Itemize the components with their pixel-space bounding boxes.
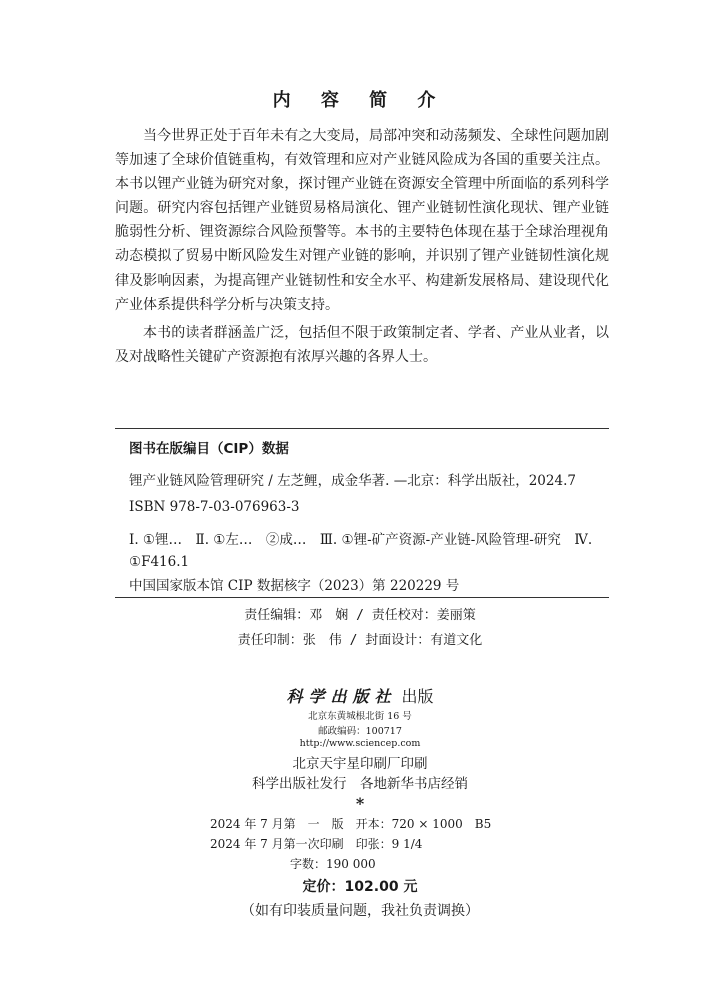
word-count-line: 字数：190 000 <box>290 857 376 871</box>
publisher-logo-text: 科学出版社 <box>286 687 397 706</box>
price: 定价：102.00 元 <box>302 879 418 895</box>
cip-data-block <box>115 428 609 598</box>
publisher-line <box>0 684 720 707</box>
printer-line: 北京天宇星印刷厂印刷 <box>292 756 428 772</box>
production-credits: 责任印制：张 伟 / 封面设计：有道文化 <box>237 633 483 648</box>
publisher-postcode: 邮政编码：100717 <box>318 726 402 737</box>
distribution-line: 科学出版社发行 各地新华书店经销 <box>252 776 468 792</box>
cip-heading: 图书在版编目（CIP）数据 <box>129 441 289 457</box>
intro-paragraph-2: 本书的读者群涵盖广泛，包括但不限于政策制定者、学者、产业从业者，以及对战略性关键矿产资源抱有浓厚兴趣的各界人士。 <box>115 324 609 365</box>
publisher-address: 北京东黄城根北街 16 号 <box>308 711 412 722</box>
quality-notice: （如有印装质量问题，我社负责调换） <box>241 903 479 919</box>
separator-asterisk: * <box>355 794 365 813</box>
printing-sheets-line: 2024 年 7 月第一次印刷 印张：9 1/4 <box>210 837 423 851</box>
editor-credits: 责任编辑：邓 娴 / 责任校对：姜丽策 <box>244 608 476 623</box>
cip-record-number: 中国国家版本馆 CIP 数据核字（2023）第 220229 号 <box>129 578 460 594</box>
publisher-url: http://www.sciencep.com <box>299 738 421 749</box>
book-introduction <box>115 124 609 373</box>
publisher-suffix: 出版 <box>401 687 434 706</box>
cip-bibliographic-line: 锂产业链风险管理研究 / 左芝鲤，成金华著. —北京：科学出版社，2024.7 <box>129 473 576 489</box>
cip-isbn: ISBN 978-7-03-076963-3 <box>129 499 300 515</box>
page-title: 内 容 简 介 <box>272 90 448 111</box>
edition-format-line: 2024 年 7 月第 一 版 开本：720 × 1000 B5 <box>210 817 492 831</box>
cip-classification: Ⅰ. ①锂… Ⅱ. ①左… ②成… Ⅲ. ①锂-矿产资源-产业链-风险管理-研究 Ⅳ. ①F416.1 <box>129 532 593 570</box>
intro-paragraph-1: 当今世界正处于百年未有之大变局，局部冲突和动荡频发、全球性问题加剧等加速了全球价值链重构，有效管理和应对产业链风险成为各国的重要关注点。本书以锂产业链为研究对象，探讨锂产业链在资源安全管理中所面临的系列科学问题。研究内容包括锂产业链贸易格局演化、锂产业链韧性演化现状、锂产业链脆弱性分析、锂资源综合风险预警等。本书的主要特色体现在基于全球治理视角动态模拟了贸易中断风险发生对锂产业链的影响，并识别了锂产业链韧性演化规律及影响因素，为提高锂产业链韧性和安全水平、构建新发展格局、建设现代化产业体系提供科学分析与决策支持。 <box>115 128 609 313</box>
